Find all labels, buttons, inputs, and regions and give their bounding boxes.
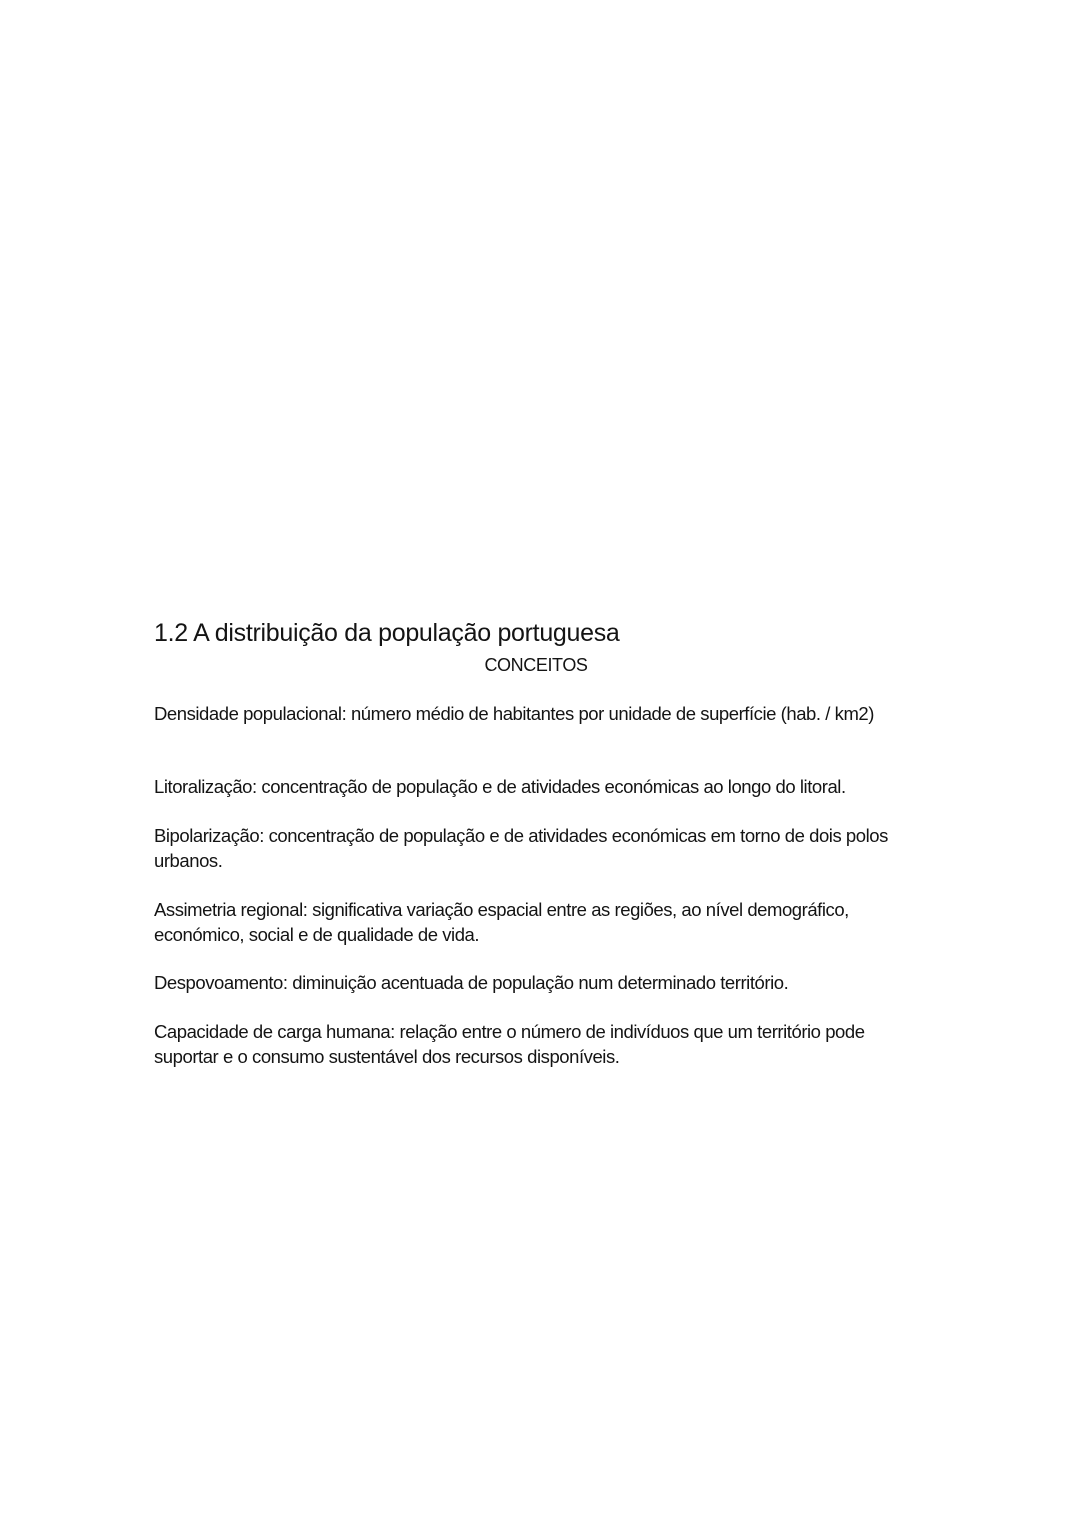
concept-despovoamento: Despovoamento: diminuição acentuada de população num determinado território. [154, 972, 789, 993]
section-subtitle: CONCEITOS [484, 655, 588, 675]
concept-litoralizacao: Litoralização: concentração de população e de atividades económicas ao longo do litoral. [154, 776, 846, 797]
concept-bipolarizacao: Bipolarização: concentração de população e de atividades económicas em torno de dois polos urbanos. [154, 825, 888, 871]
concept-assimetria-regional: Assimetria regional: significativa variação espacial entre as regiões, ao nível demográfico, económico, social e de qualidade de vida. [154, 899, 849, 945]
concept-densidade-populacional: Densidade populacional: número médio de habitantes por unidade de superfície (hab. / km2) [154, 703, 874, 724]
section-title: 1.2 A distribuição da população portuguesa [154, 619, 620, 647]
concept-capacidade-de-carga-humana: Capacidade de carga humana: relação entre o número de indivíduos que um território pode suportar e o consumo sustentável dos recursos disponíveis. [154, 1021, 865, 1067]
